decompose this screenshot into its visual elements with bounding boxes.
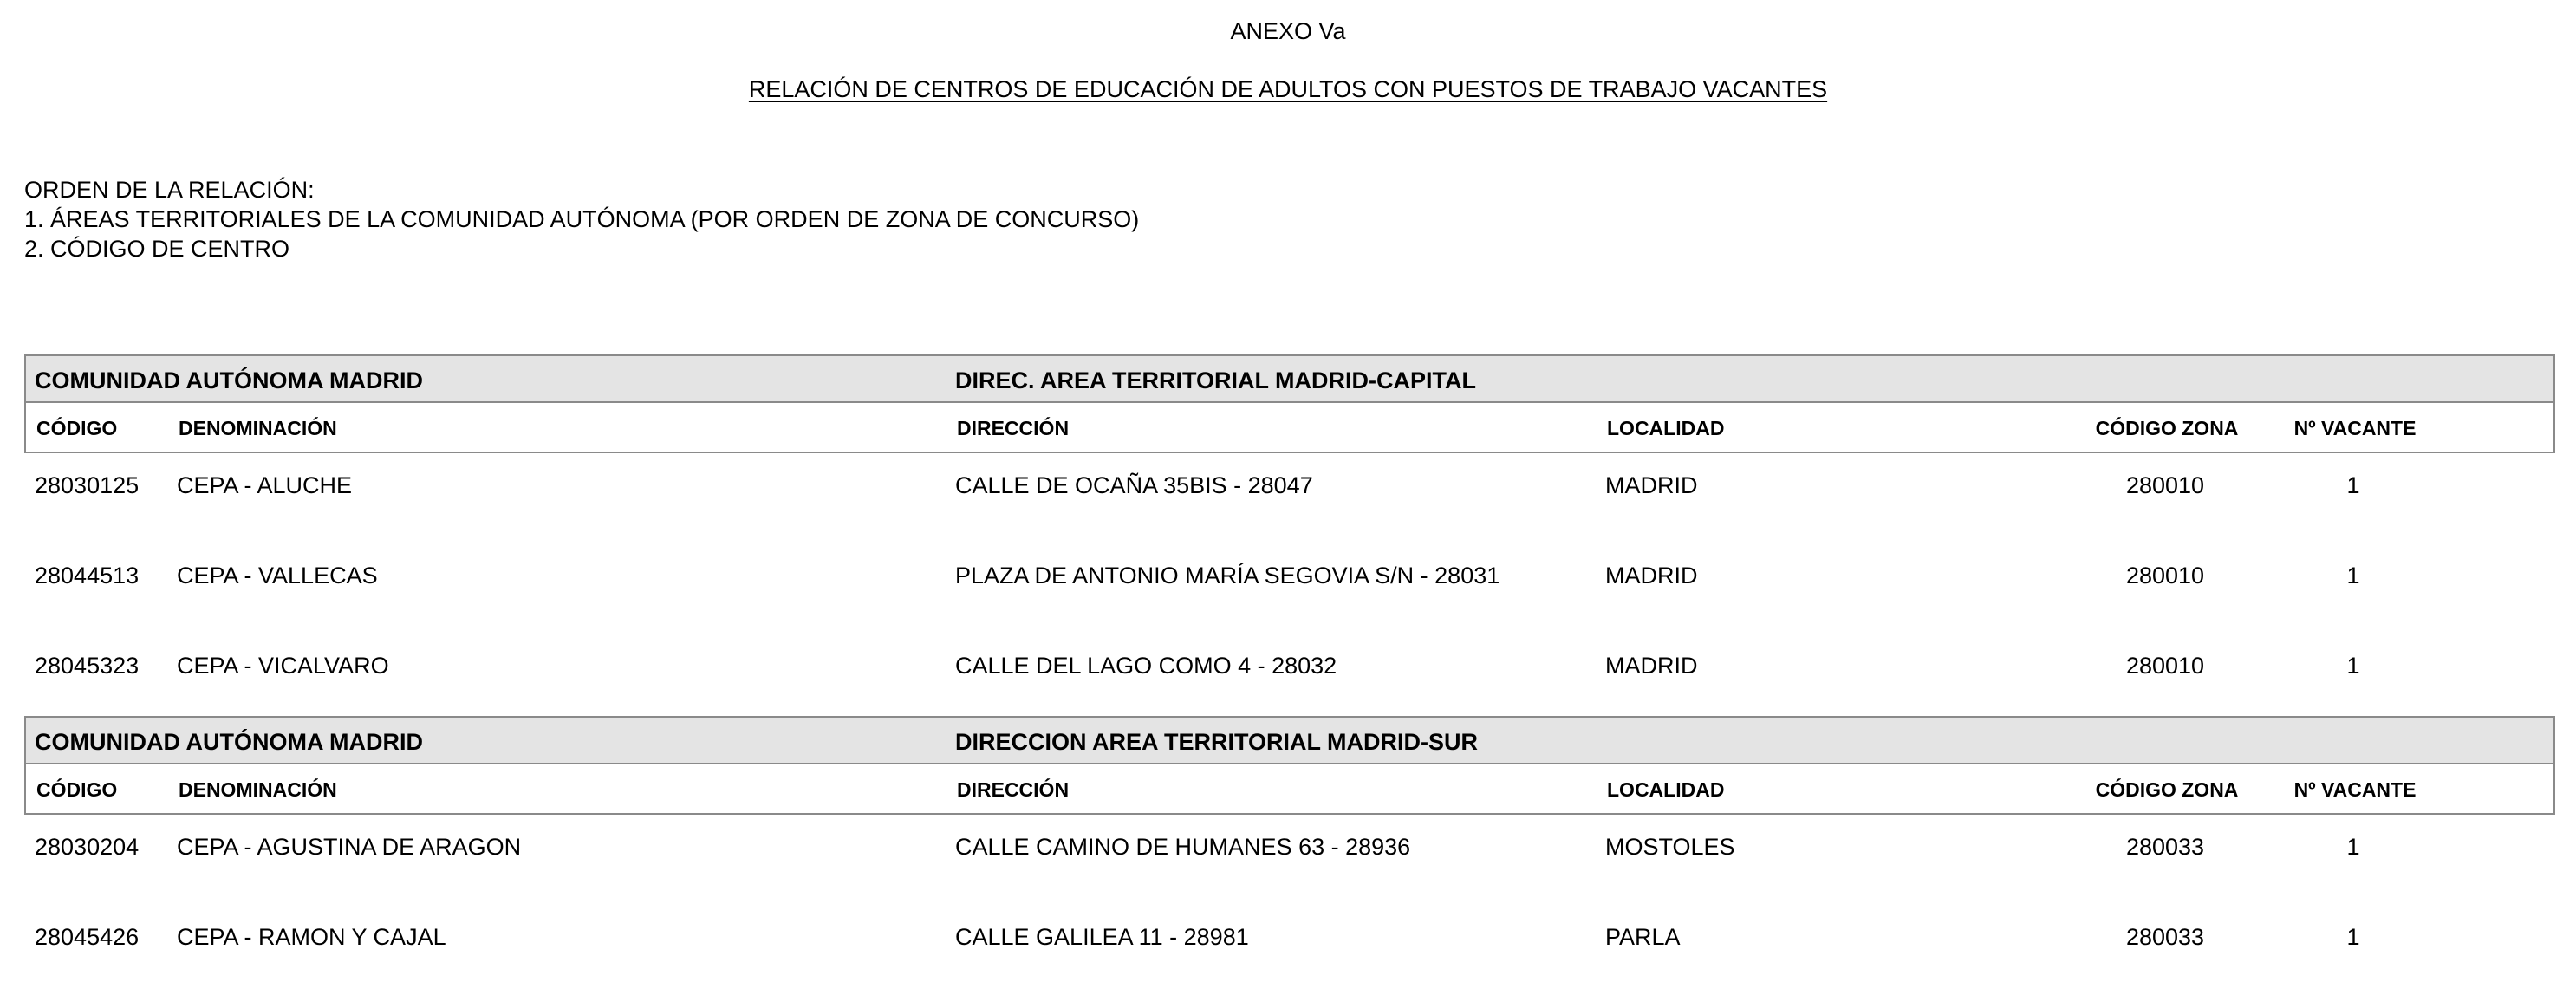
cell-n-vacante: 1 <box>2346 834 2360 860</box>
column-header-row <box>24 764 2555 815</box>
table-row <box>24 453 2555 543</box>
section-madrid-capital <box>24 354 2555 724</box>
cell-localidad: MADRID <box>1605 472 1698 498</box>
col-header-denominacion: DENOMINACIÓN <box>179 417 337 439</box>
col-header-direccion: DIRECCIÓN <box>957 417 1070 439</box>
cell-n-vacante: 1 <box>2346 924 2360 950</box>
cell-denominacion: CEPA - VALLECAS <box>177 563 378 589</box>
col-header-n-vacante: Nº VACANTE <box>2293 417 2417 439</box>
section-area: DIRECCION AREA TERRITORIAL MADRID-SUR <box>955 729 1479 755</box>
order-block <box>24 175 1139 263</box>
cell-localidad: MOSTOLES <box>1605 834 1735 860</box>
section-comunidad: COMUNIDAD AUTÓNOMA MADRID <box>35 367 423 393</box>
table-body <box>24 815 2555 995</box>
table-body <box>24 453 2555 724</box>
cell-localidad: MADRID <box>1605 653 1698 679</box>
cell-n-vacante: 1 <box>2346 563 2360 589</box>
table-row <box>24 634 2555 724</box>
col-header-n-vacante: Nº VACANTE <box>2293 778 2417 801</box>
col-header-direccion: DIRECCIÓN <box>957 778 1070 801</box>
cell-localidad: MADRID <box>1605 563 1698 589</box>
order-line-2: 2. CÓDIGO DE CENTRO <box>24 236 290 262</box>
cell-codigo: 28030125 <box>35 472 140 498</box>
cell-codigo-zona: 280033 <box>2125 834 2205 860</box>
cell-codigo-zona: 280010 <box>2125 563 2205 589</box>
cell-denominacion: CEPA - ALUCHE <box>177 472 353 498</box>
cell-denominacion: CEPA - VICALVARO <box>177 653 389 679</box>
cell-direccion: CALLE GALILEA 11 - 28981 <box>955 924 1249 950</box>
section-comunidad: COMUNIDAD AUTÓNOMA MADRID <box>35 729 423 755</box>
cell-codigo: 28045323 <box>35 653 140 679</box>
document-title-text: RELACIÓN DE CENTROS DE EDUCACIÓN DE ADULTOS CON PUESTOS DE TRABAJO VACANTES <box>748 76 1828 102</box>
cell-codigo: 28044513 <box>35 563 140 589</box>
section-area: DIREC. AREA TERRITORIAL MADRID-CAPITAL <box>955 367 1476 393</box>
table-row <box>24 905 2555 995</box>
table-row <box>24 543 2555 634</box>
cell-direccion: CALLE DE OCAÑA 35BIS - 28047 <box>955 472 1313 498</box>
cell-denominacion: CEPA - RAMON Y CAJAL <box>177 924 446 950</box>
col-header-localidad: LOCALIDAD <box>1607 778 1725 801</box>
column-header-row <box>24 403 2555 453</box>
col-header-codigo-zona: CÓDIGO ZONA <box>2095 417 2239 439</box>
cell-direccion: CALLE CAMINO DE HUMANES 63 - 28936 <box>955 834 1411 860</box>
col-header-denominacion: DENOMINACIÓN <box>179 778 337 801</box>
section-header <box>24 716 2555 764</box>
cell-codigo-zona: 280033 <box>2125 924 2205 950</box>
order-heading: ORDEN DE LA RELACIÓN: <box>24 177 315 203</box>
section-header <box>24 354 2555 403</box>
cell-denominacion: CEPA - AGUSTINA DE ARAGON <box>177 834 522 860</box>
col-header-codigo: CÓDIGO <box>36 417 118 439</box>
cell-codigo-zona: 280010 <box>2125 472 2205 498</box>
order-line-1: 1. ÁREAS TERRITORIALES DE LA COMUNIDAD AUTÓNOMA (POR ORDEN DE ZONA DE CONCURSO) <box>24 206 1140 232</box>
cell-n-vacante: 1 <box>2346 472 2360 498</box>
col-header-codigo: CÓDIGO <box>36 778 118 801</box>
document-title <box>0 75 2576 104</box>
cell-localidad: PARLA <box>1605 924 1681 950</box>
cell-codigo: 28030204 <box>35 834 140 860</box>
cell-codigo-zona: 280010 <box>2125 653 2205 679</box>
cell-direccion: CALLE DEL LAGO COMO 4 - 28032 <box>955 653 1337 679</box>
annex-title: ANEXO Va <box>1230 18 1346 44</box>
cell-direccion: PLAZA DE ANTONIO MARÍA SEGOVIA S/N - 28031 <box>955 563 1500 589</box>
cell-n-vacante: 1 <box>2346 653 2360 679</box>
section-madrid-sur <box>24 716 2555 995</box>
col-header-localidad: LOCALIDAD <box>1607 417 1725 439</box>
cell-codigo: 28045426 <box>35 924 140 950</box>
col-header-codigo-zona: CÓDIGO ZONA <box>2095 778 2239 801</box>
table-row <box>24 815 2555 905</box>
